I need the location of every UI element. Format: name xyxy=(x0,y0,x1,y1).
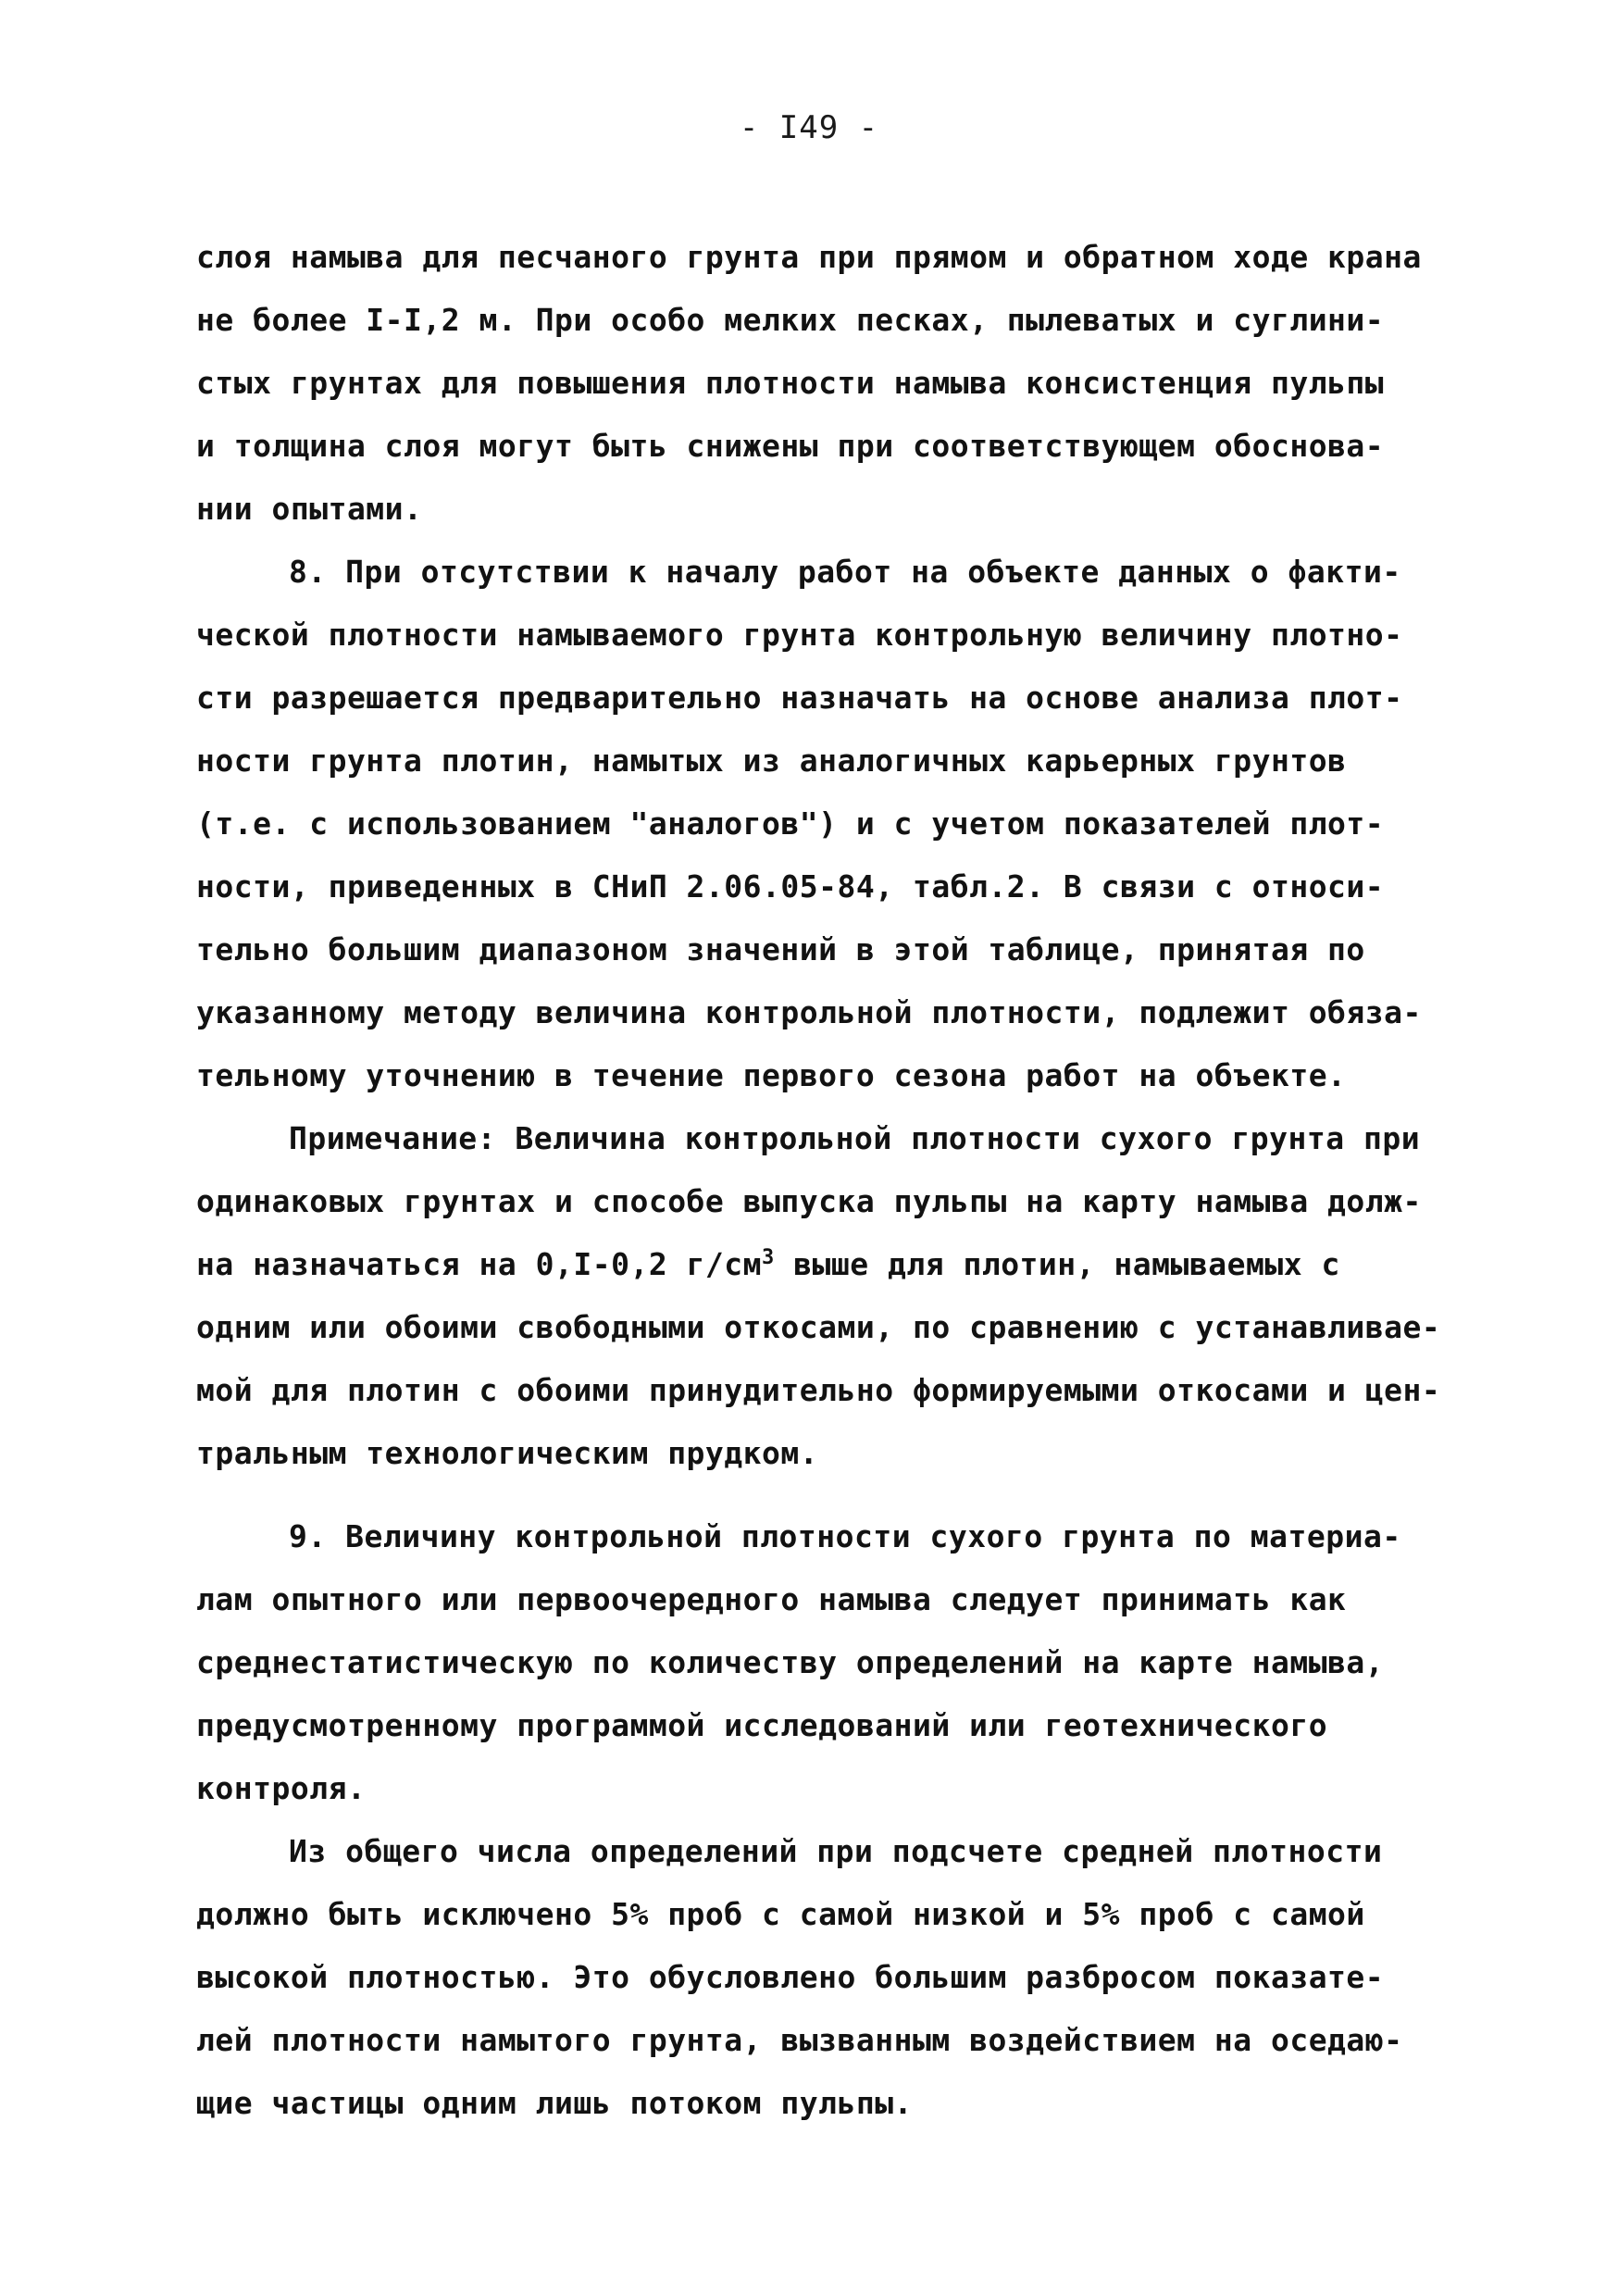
note-line-end: выше для плотин, намываемых с xyxy=(774,1246,1340,1282)
text-line: (т.е. с использованием "аналогов") и с учетом показателей плот- xyxy=(196,805,1385,842)
text-line: стых грунтах для повышения плотности намыва консистенция пульпы xyxy=(196,365,1385,401)
text-line: щие частицы одним лишь потоком пульпы. xyxy=(196,2085,913,2121)
text-line: предусмотренному программой исследований или геотехнического xyxy=(196,1707,1328,1743)
page-number: - I49 - xyxy=(739,109,879,146)
text-line: слоя намыва для песчаного грунта при прямом и обратном ходе крана xyxy=(196,239,1422,275)
text-line: Из общего числа определений при подсчете средней плотности xyxy=(289,1833,1383,1869)
text-line: высокой плотностью. Это обусловлено большим разбросом показате- xyxy=(196,1959,1385,1995)
note-line: Примечание: Величина контрольной плотности сухого грунта при xyxy=(289,1120,1421,1156)
text-line: нии опытами. xyxy=(196,491,423,527)
text-line: лей плотности намытого грунта, вызванным воздействием на оседаю- xyxy=(196,2022,1403,2058)
text-line: ности, приведенных в СНиП 2.06.05-84, табл.2. В связи с относи- xyxy=(196,868,1385,905)
superscript-3: 3 xyxy=(762,1246,775,1269)
text-line: лам опытного или первоочередного намыва следует принимать как xyxy=(196,1581,1347,1617)
text-line: указанному методу величина контрольной плотности, подлежит обяза- xyxy=(196,994,1422,1030)
note-line: одним или обоими свободными откосами, по сравнению с устанавливае- xyxy=(196,1309,1441,1345)
text-line: должно быть исключено 5% проб с самой низкой и 5% проб с самой xyxy=(196,1896,1365,1932)
note-line: одинаковых грунтах и способе выпуска пульпы на карту намыва долж- xyxy=(196,1183,1422,1219)
text-line: 9. Величину контрольной плотности сухого грунта по материа- xyxy=(289,1518,1401,1554)
note-line xyxy=(196,1246,1340,1282)
text-line: и толщина слоя могут быть снижены при соответствующем обоснова- xyxy=(196,428,1385,464)
text-line: не более I-I,2 м. При особо мелких песках, пылеватых и суглини- xyxy=(196,302,1385,338)
text-line: ческой плотности намываемого грунта контрольную величину плотно- xyxy=(196,617,1403,653)
text-line: 8. При отсутствии к началу работ на объекте данных о факти- xyxy=(289,554,1401,590)
text-line: ности грунта плотин, намытых из аналогичных карьерных грунтов xyxy=(196,742,1347,779)
text-line: тельно большим диапазоном значений в этой таблице, принятая по xyxy=(196,931,1365,967)
text-line: сти разрешается предварительно назначать на основе анализа плот- xyxy=(196,680,1403,716)
note-line: тральным технологическим прудком. xyxy=(196,1435,819,1471)
text-line: контроля. xyxy=(196,1770,367,1806)
note-line-start: на назначаться на 0,I-0,2 г/см xyxy=(196,1246,763,1282)
note-line: мой для плотин с обоими принудительно формируемыми откосами и цен- xyxy=(196,1372,1441,1408)
text-line: тельному уточнению в течение первого сезона работ на объекте. xyxy=(196,1057,1347,1093)
text-line: среднестатистическую по количеству определений на карте намыва, xyxy=(196,1644,1385,1680)
